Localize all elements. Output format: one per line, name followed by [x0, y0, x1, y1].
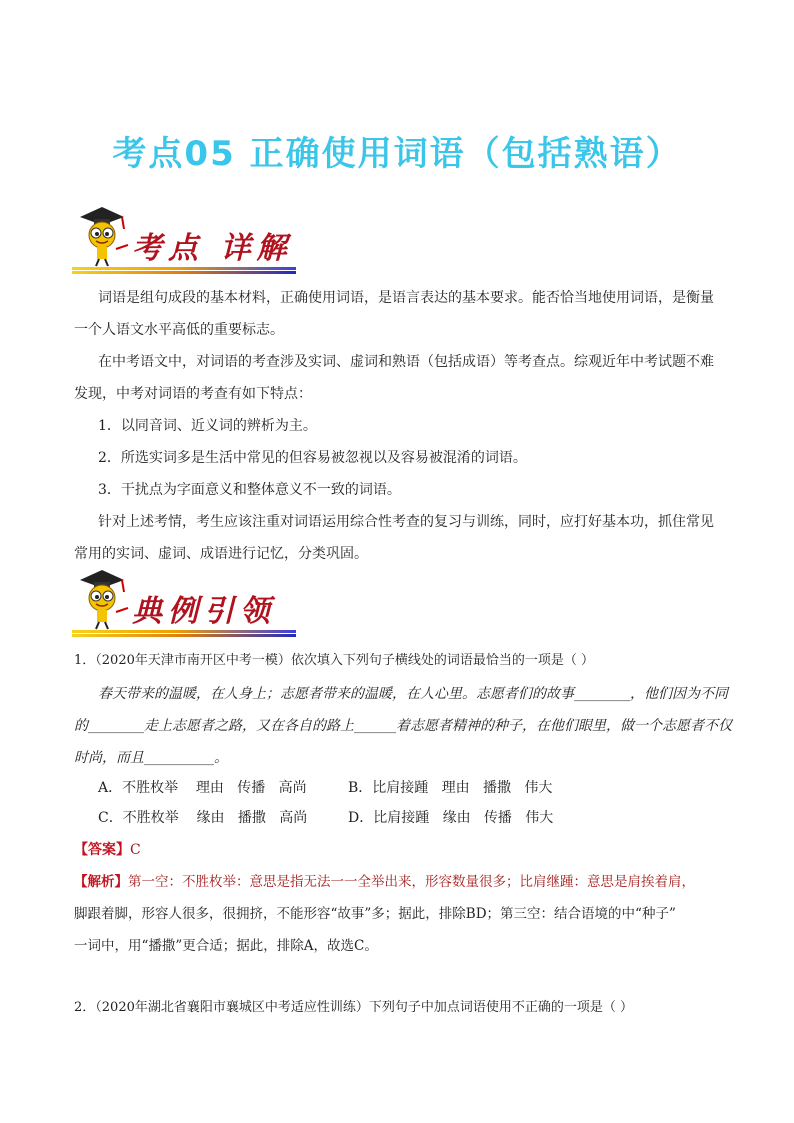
analysis-line: [74, 872, 695, 892]
option-d: D．比肩接踵 缘由 传播 伟大: [348, 810, 554, 826]
list-item: 1．以同音词、近义词的辨析为主。: [98, 418, 317, 434]
list-item: 3．干扰点为字面意义和整体意义不一致的词语。: [98, 482, 401, 498]
intro-paragraph: 针对上述考情，考生应该注重对词语运用综合性考查的复习与训练，同时，应打好基本功，抓住常见: [98, 514, 714, 530]
option-c: C．不胜枚举 缘由 播撒 高尚: [98, 810, 308, 826]
intro-paragraph: 词语是组句成段的基本材料，正确使用词语，是语言表达的基本要求。能否恰当地使用词语，是衡量: [98, 290, 714, 306]
analysis-label: 【解析】: [74, 874, 128, 890]
analysis-text: 脚跟着脚，形容人很多，很拥挤，不能形容“故事”多；据此，排除BD；第三空：结合语境的中“种子”: [74, 906, 676, 922]
question-passage: 春天带来的温暖，在人身上；志愿者带来的温暖，在人心里。志愿者们的故事________，他们因为不同: [98, 686, 728, 702]
question-passage: 的________走上志愿者之路，又在各自的路上______着志愿者精神的种子，在他们眼里，做一个志愿者不仅: [74, 718, 732, 734]
section-divider: [72, 267, 296, 270]
question-passage: 时尚，而且__________。: [74, 750, 228, 766]
analysis-text: 第一空：不胜枚举：意思是指无法一一全举出来，形容数量很多；比肩继踵：意思是肩挨着肩，: [128, 874, 695, 890]
intro-paragraph: 发现，中考对词语的考查有如下特点：: [74, 386, 312, 402]
question-stem: 1．（2020年天津市南开区中考一模）依次填入下列句子横线处的词语最恰当的一项是（ ）: [74, 653, 594, 668]
intro-paragraph: 一个人语文水平高低的重要标志。: [74, 322, 284, 338]
section-label: 典例引领: [132, 594, 276, 629]
option-b: B．比肩接踵 理由 播撒 伟大: [348, 780, 553, 796]
answer-label: 【答案】: [74, 842, 130, 858]
section-header-examples: [72, 568, 296, 636]
section-header-details: [72, 205, 296, 273]
analysis-text: 一词中，用“播撒”更合适；据此，排除A，故选C。: [74, 938, 378, 954]
section-divider: [72, 271, 296, 274]
option-a: A．不胜枚举 理由 传播 高尚: [98, 780, 307, 796]
answer-value: C: [130, 842, 141, 858]
section-label: 考点 详解: [132, 231, 293, 266]
intro-paragraph: 在中考语文中，对词语的考查涉及实词、虚词和熟语（包括成语）等考查点。综观近年中考试题不难: [98, 354, 714, 370]
intro-paragraph: 常用的实词、虚词、成语进行记忆，分类巩固。: [74, 546, 368, 562]
graduate-mascot-icon: [72, 205, 130, 267]
answer-line: [74, 840, 141, 860]
section-divider: [72, 630, 296, 633]
list-item: 2．所选实词多是生活中常见的但容易被忽视以及容易被混淆的词语。: [98, 450, 527, 466]
section-divider: [72, 634, 296, 637]
graduate-mascot-icon: [72, 568, 130, 630]
question-stem: 2．（2020年湖北省襄阳市襄城区中考适应性训练）下列句子中加点词语使用不正确的一项是（ ）: [74, 1000, 633, 1015]
page-title: 考点05 正确使用词语（包括熟语）: [112, 134, 682, 174]
